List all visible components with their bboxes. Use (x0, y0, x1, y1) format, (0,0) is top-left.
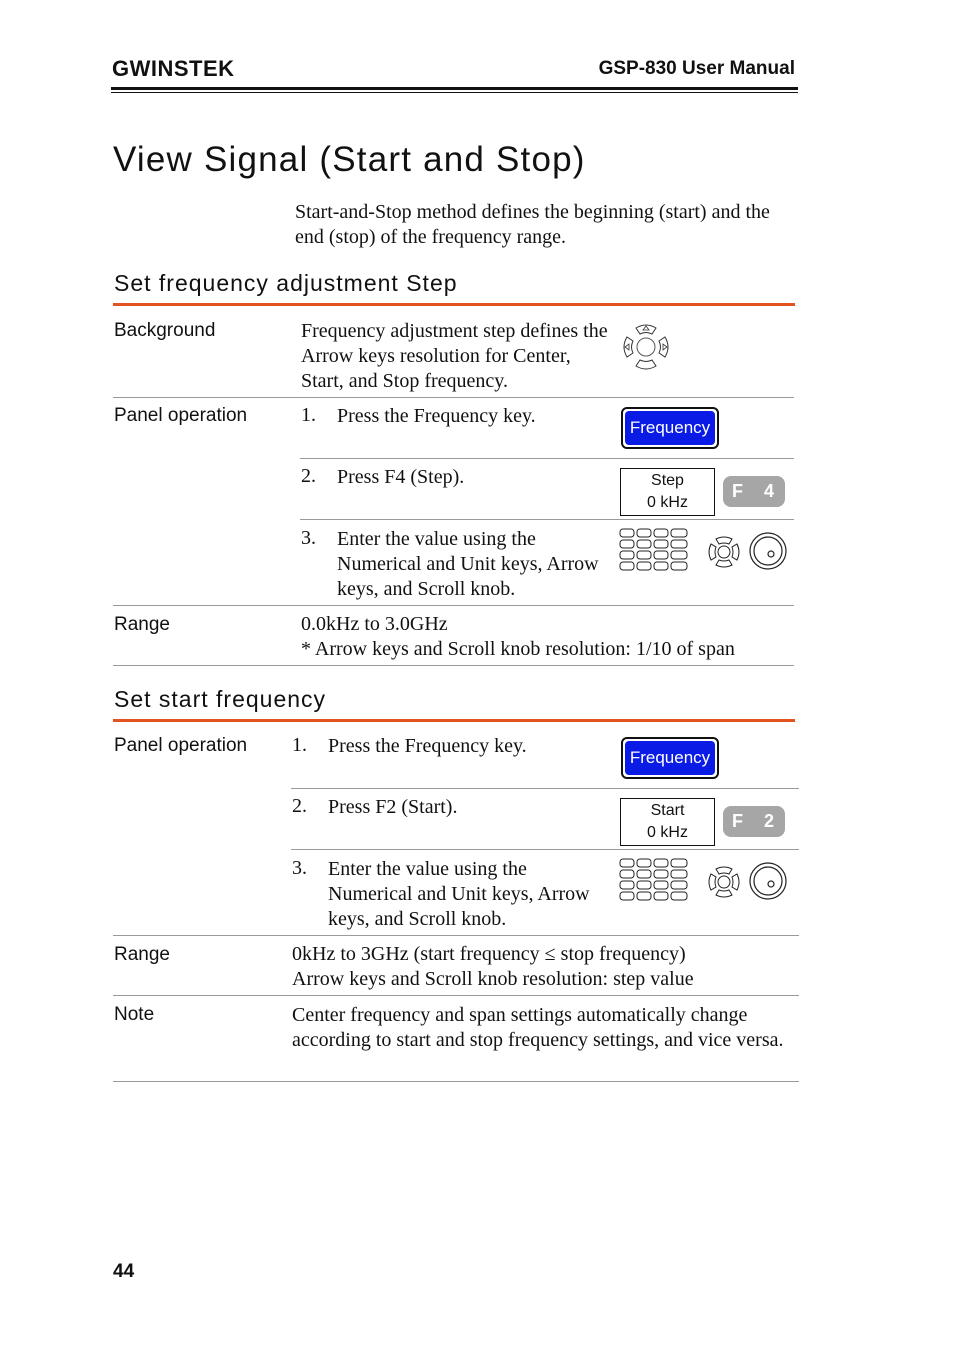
range-value: 0kHz to 3GHz (start frequency ≤ stop frequency) (292, 943, 686, 965)
range-note: * Arrow keys and Scroll knob resolution: 1/10 of span (301, 638, 735, 660)
step-number: 2. (301, 465, 316, 487)
arrow-keys-icon (619, 320, 673, 374)
page-number: 44 (113, 1261, 135, 1282)
step-softkey-display (620, 468, 715, 516)
frequency-key[interactable] (621, 737, 719, 779)
header-rule (111, 87, 798, 90)
f2-key[interactable]: F 2 (723, 806, 785, 837)
range-label: Range (114, 944, 170, 965)
step-number: 1. (301, 404, 316, 426)
range-label: Range (114, 614, 170, 635)
scroll-knob-icon (750, 533, 786, 569)
section-rule (113, 303, 795, 306)
softkey-title: Step (651, 472, 684, 489)
background-text: Frequency adjustment step defines the Arrow keys resolution for Center, Start, and Stop frequency. (301, 320, 608, 392)
frequency-key[interactable] (621, 407, 719, 449)
arrow-keys-icon (709, 537, 739, 567)
numeric-keypad-icon (620, 859, 687, 900)
section-rule (113, 719, 795, 722)
row-divider (113, 397, 794, 398)
page-title: View Signal (Start and Stop) (113, 140, 586, 179)
arrow-keys-icon (709, 867, 739, 897)
step-number: 3. (292, 857, 307, 879)
note-text: Center frequency and span settings automatically change according to start and stop frequency settings, and vice versa. (292, 1004, 784, 1051)
row-divider (113, 995, 799, 996)
section-title-step: Set frequency adjustment Step (114, 270, 458, 296)
softkey-value: 0 kHz (647, 494, 688, 511)
step-text: Enter the value using the Numerical and Unit keys, Arrow keys, and Scroll knob. (337, 528, 599, 600)
f4-key[interactable]: F 4 (723, 476, 785, 507)
step-divider (300, 519, 794, 520)
range-value: 0.0kHz to 3.0GHz (301, 613, 448, 635)
panel-operation-label: Panel operation (114, 405, 248, 426)
softkey-value: 0 kHz (647, 824, 688, 841)
row-divider (113, 665, 794, 666)
keypad-knob-icon (618, 856, 790, 904)
row-divider (113, 1081, 799, 1082)
step-divider (291, 788, 799, 789)
frequency-key-label: Frequency (625, 741, 715, 775)
gwinstek-logo: GWINSTEK (112, 56, 235, 81)
range-note: Arrow keys and Scroll knob resolution: step value (292, 968, 694, 990)
step-divider (291, 849, 799, 850)
step-text: Press the Frequency key. (337, 405, 536, 427)
background-label: Background (114, 320, 216, 341)
scroll-knob-icon (750, 863, 786, 899)
intro-text: Start-and-Stop method defines the beginning (start) and the end (stop) of the frequency range. (295, 201, 770, 248)
step-number: 1. (292, 734, 307, 756)
keypad-knob-icon (618, 526, 790, 574)
section-title-start: Set start frequency (114, 686, 327, 712)
step-number: 2. (292, 795, 307, 817)
step-text: Press F4 (Step). (337, 466, 465, 488)
start-softkey-display (620, 798, 715, 846)
step-divider (300, 458, 794, 459)
numeric-keypad-icon (620, 529, 687, 570)
softkey-title: Start (650, 802, 685, 819)
step-text: Enter the value using the Numerical and Unit keys, Arrow keys, and Scroll knob. (328, 858, 590, 930)
header-rule-thin (111, 92, 798, 93)
step-number: 3. (301, 527, 316, 549)
panel-operation-label: Panel operation (114, 735, 248, 756)
frequency-key-label: Frequency (625, 411, 715, 445)
step-text: Press F2 (Start). (328, 796, 458, 818)
manual-title: GSP-830 User Manual (598, 58, 795, 79)
step-text: Press the Frequency key. (328, 735, 527, 757)
row-divider (113, 935, 799, 936)
row-divider (113, 605, 794, 606)
note-label: Note (114, 1004, 155, 1025)
